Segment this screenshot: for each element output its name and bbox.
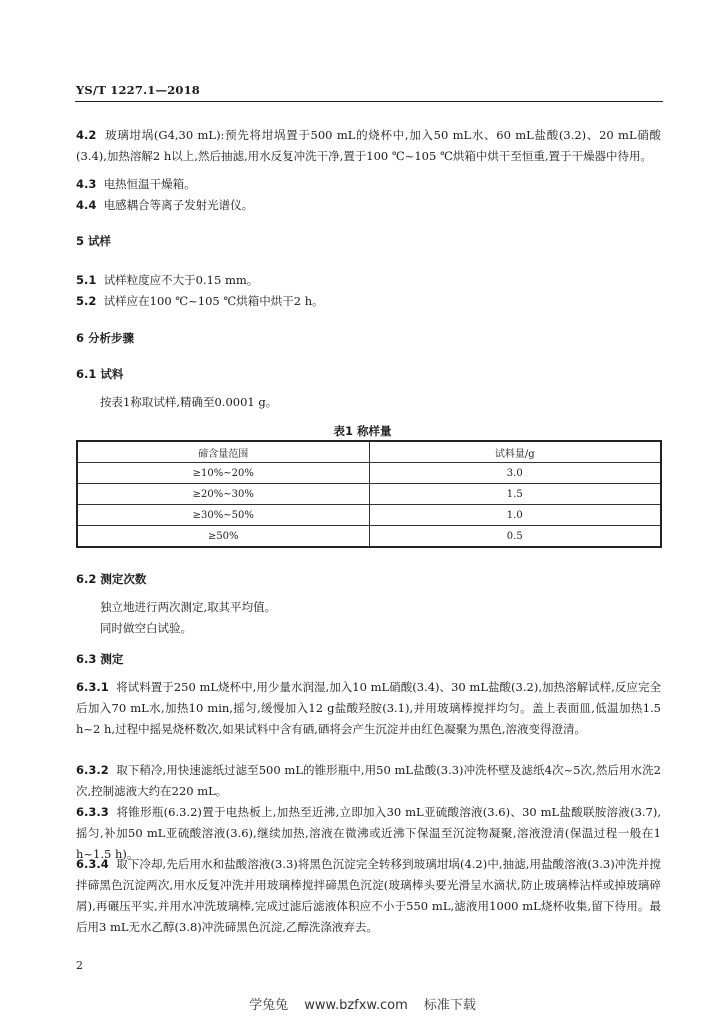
clause-number: 5.1 [76,273,97,287]
clause-5-1 [76,270,661,291]
clause-6-3-2 [76,760,661,802]
table-row [77,526,661,548]
clause-number: 4.4 [76,198,97,212]
subsection-6-2-line1: 独立地进行两次测定,取其平均值。 [100,600,277,614]
table-cell: 3.0 [369,463,661,484]
clause-number: 6.3.1 [76,680,109,694]
clause-6-3-1 [76,677,661,740]
header-rule [75,101,663,102]
table-cell: 1.0 [369,505,661,526]
clause-number: 5.2 [76,294,97,308]
table-row [77,505,661,526]
clause-text: 将试料置于250 mL烧杯中,用少量水润湿,加入10 mL硝酸(3.4)、30 mL盐酸(3.2),加热溶解试样,反应完全后加入70 mL水,加热10 min,摇匀,缓慢加入12 g盐酸羟胺(3.1),并用玻璃棒搅拌均匀。盖上表面皿,低温加热1.5 h~2 h,过程中摇晃烧杯数次,如果试料中含有硒,硒将会产生沉淀并由红色凝聚为黑色,溶液变得澄清。 [76,680,662,736]
table-header-cell: 碲含量范围 [77,441,369,463]
sample-mass-table [76,440,662,548]
clause-5-2 [76,291,661,312]
table-header-cell: 试料量/g [369,441,661,463]
clause-text: 电热恒温干燥箱。 [103,177,196,191]
table-cell: ≥30%~50% [77,505,369,526]
subsection-6-1-text: 按表1称取试样,精确至0.0001 g。 [100,395,278,409]
clause-6-3-4 [76,854,661,938]
clause-text: 试样粒度应不大于0.15 mm。 [103,273,259,287]
clause-text: 试样应在100 ℃~105 ℃烘箱中烘干2 h。 [103,294,324,308]
clause-text: 取下冷却,先后用水和盐酸溶液(3.3)将黑色沉淀完全转移到玻璃坩埚(4.2)中,抽滤,用盐酸溶液(3.3)冲洗并搅拌碲黑色沉淀两次,用水反复冲洗并用玻璃棒搅拌碲黑色沉淀(玻璃棒头要光滑呈水滴状,防止玻璃棒沾样或掉玻璃碎屑),再碾压平实,并用水冲洗玻璃棒,完成过滤后滤液体积应不小于550 mL,滤液用1000 mL烧杯收集,留下待用。最后用3 mL无水乙醇(3.8)冲洗碲黑色沉淀,乙醇洗涤液弃去。 [76,857,662,934]
subsection-6-2-line2: 同时做空白试验。 [100,621,192,635]
footer-slogan: 标准下载 [423,998,476,1013]
table-row [77,484,661,505]
standard-number: YS/T 1227.1—2018 [76,83,200,97]
subsection-6-3-title: 6.3 测定 [76,652,124,666]
clause-4-3 [76,174,661,195]
section-5-title: 5 试样 [76,234,112,248]
clause-number: 6.3.4 [76,857,109,871]
table-cell: ≥20%~30% [77,484,369,505]
site-footer [0,994,725,1013]
clause-text: 电感耦合等离子发射光谱仪。 [103,198,254,212]
clause-text: 玻璃坩埚(G4,30 mL):预先将坩埚置于500 mL的烧杯中,加入50 mL水、60 mL盐酸(3.2)、20 mL硝酸(3.4),加热溶解2 h以上,然后抽滤,用水反复冲洗干净,置于100 ℃~105 ℃烘箱中烘干至恒重,置于干燥器中待用。 [76,128,662,163]
clause-number: 4.2 [76,128,97,142]
clause-number: 6.3.2 [76,763,109,777]
clause-text: 取下稍冷,用快速滤纸过滤至500 mL的锥形瓶中,用50 mL盐酸(3.3)冲洗杯壁及滤纸4次~5次,然后用水洗2次,控制滤液大约在220 mL。 [76,763,661,798]
clause-text: 将锥形瓶(6.3.2)置于电热板上,加热至近沸,立即加入30 mL亚硫酸溶液(3.6)、30 mL盐酸联胺溶液(3.7),摇匀,补加50 mL亚硫酸溶液(3.6),继续加热,溶液在微沸或近沸下保温至沉淀物凝聚,溶液澄清(保温过程一般在1 h~1.5 h)。 [76,805,661,861]
clause-4-4 [76,195,661,216]
footer-url[interactable]: www.bzfxw.com [304,998,408,1013]
table-cell: 0.5 [369,526,661,548]
table-cell: ≥10%~20% [77,463,369,484]
table-header-row [77,441,661,463]
clause-4-2 [76,125,661,167]
clause-number: 6.3.3 [76,805,109,819]
table-cell: 1.5 [369,484,661,505]
table-row [77,463,661,484]
footer-site-name: 学兔兔 [249,998,289,1013]
table-caption: 表1 称样量 [333,424,392,438]
page-number: 2 [76,959,83,972]
section-6-title: 6 分析步骤 [76,331,135,345]
clause-number: 4.3 [76,177,97,191]
subsection-6-1-title: 6.1 试料 [76,367,124,381]
subsection-6-2-title: 6.2 测定次数 [76,572,147,586]
table-cell: ≥50% [77,526,369,548]
